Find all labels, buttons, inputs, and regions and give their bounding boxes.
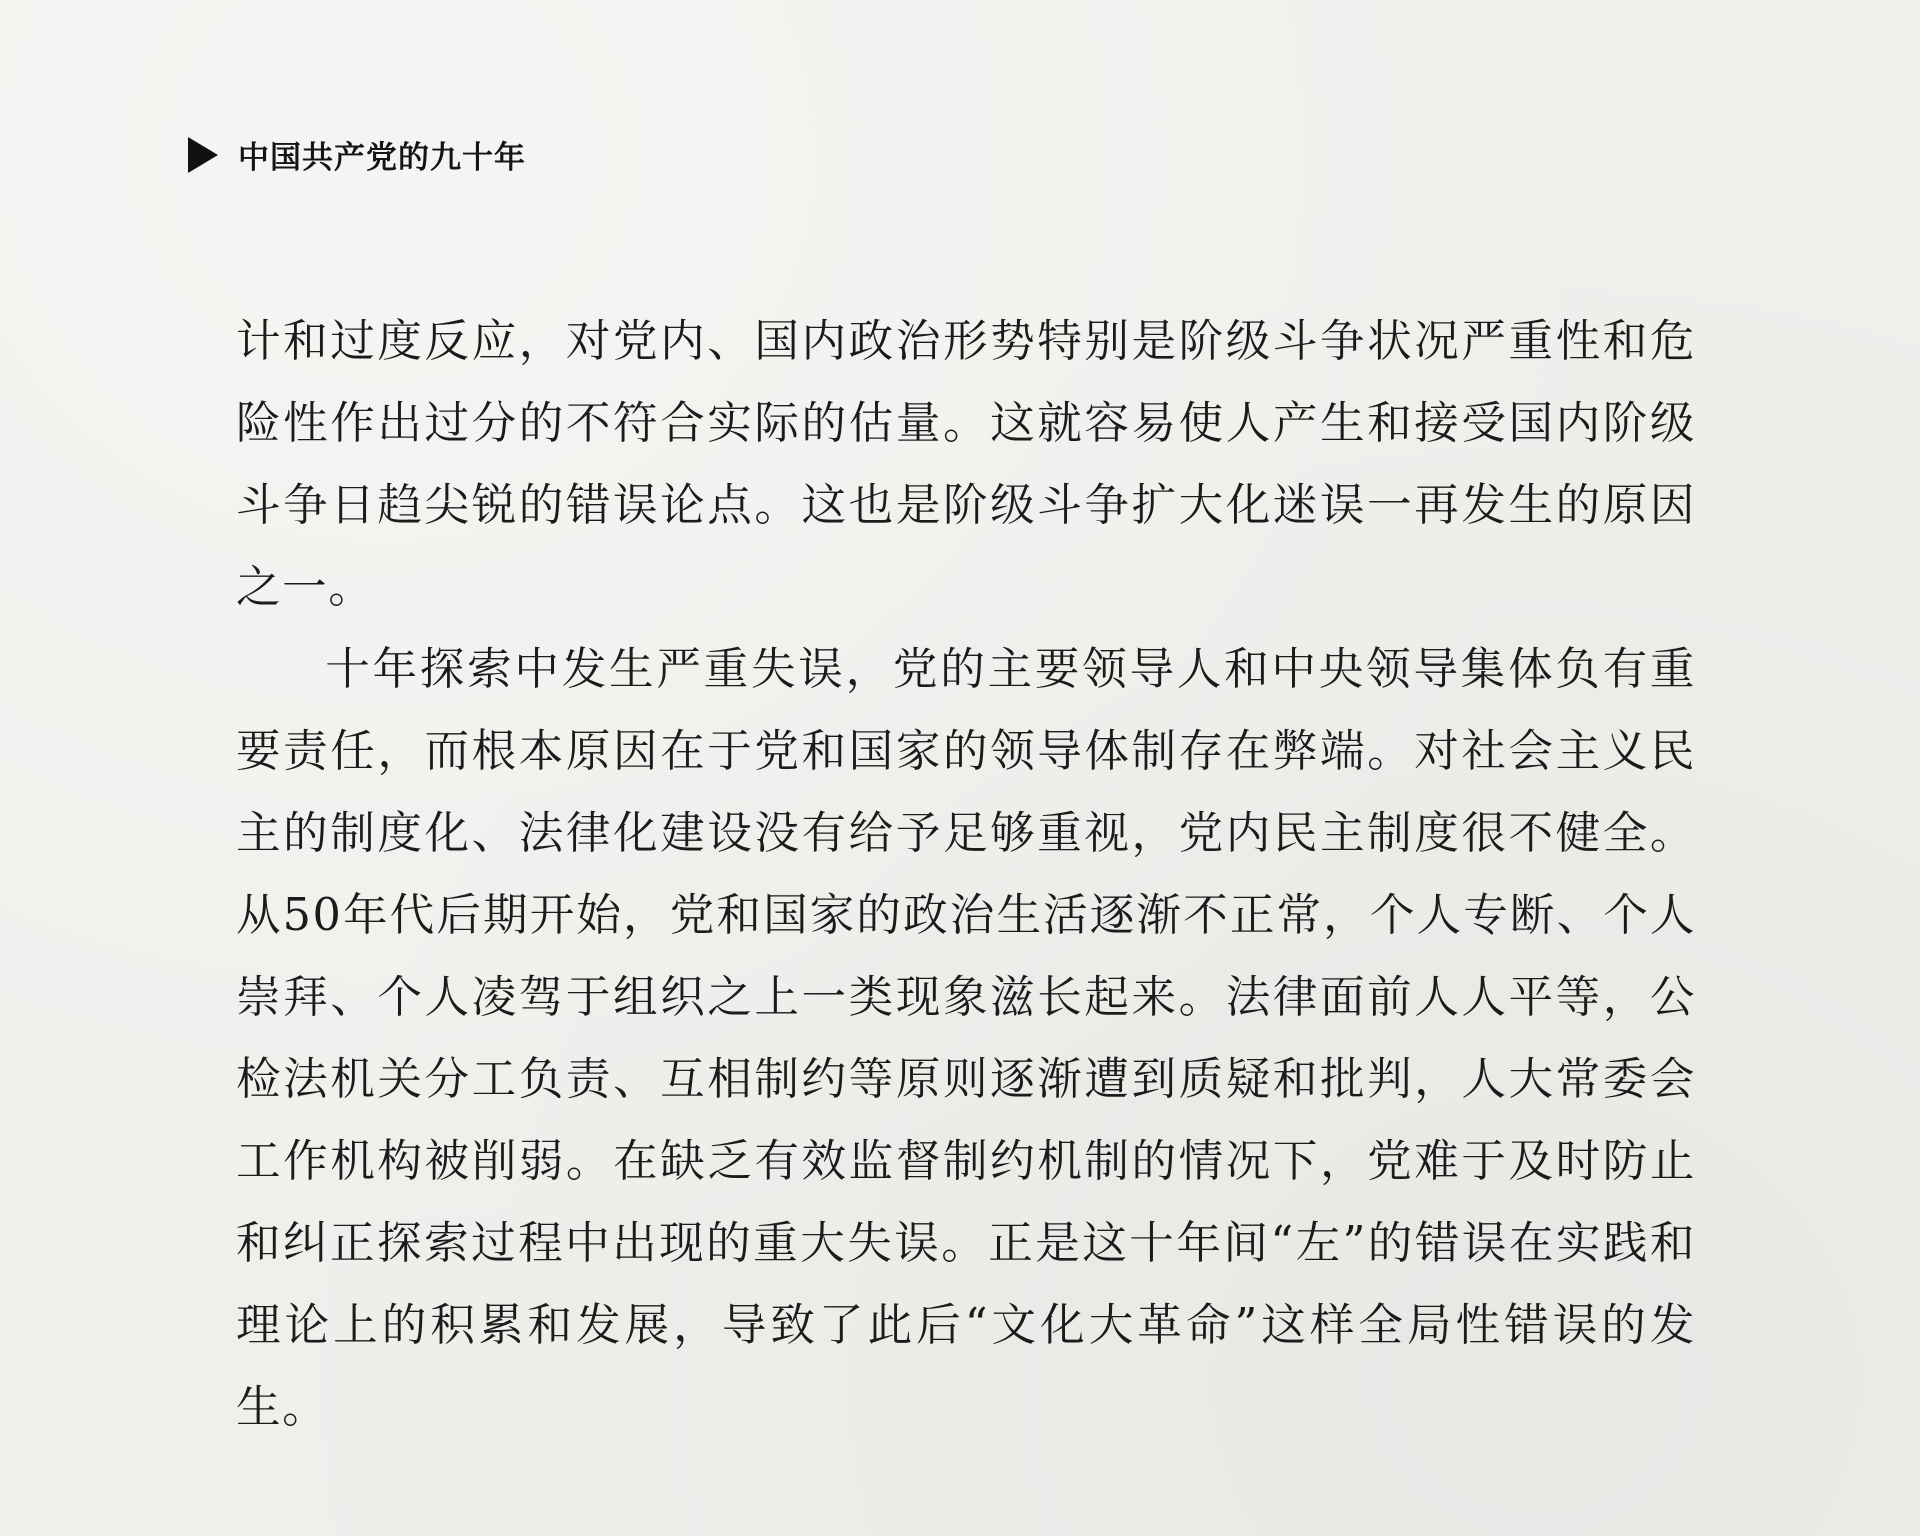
paragraph-continued: 计和过度反应，对党内、国内政治形势特别是阶级斗争状况严重性和危险性作出过分的不符合实际的估量。这就容易使人产生和接受国内阶级斗争日趋尖锐的错误论点。这也是阶级斗争扩大化迷误一再发生的原因之一。 <box>236 315 1696 613</box>
book-title: 中国共产党的九十年 <box>238 140 526 176</box>
paragraph: 十年探索中发生严重失误，党的主要领导人和中央领导集体负有重要责任，而根本原因在于党和国家的领导体制存在弊端。对社会主义民主的制度化、法律化建设没有给予足够重视，党内民主制度很不健全。从50年代后期开始，党和国家的政治生活逐渐不正常，个人专断、个人崇拜、个人凌驾于组织之上一类现象滋长起来。法律面前人人平等，公检法机关分工负责、互相制约等原则逐渐遭到质疑和批判，人大常委会工作机构被削弱。在缺乏有效监督制约机制的情况下，党难于及时防止和纠正探索过程中出现的重大失误。正是这十年间“左”的错误在实践和理论上的积累和发展，导致了此后“文化大革命”这样全局性错误的发生。 <box>236 643 1696 1433</box>
triangle-marker-icon <box>188 137 218 173</box>
running-header <box>188 132 526 177</box>
body-text <box>236 300 1696 1448</box>
